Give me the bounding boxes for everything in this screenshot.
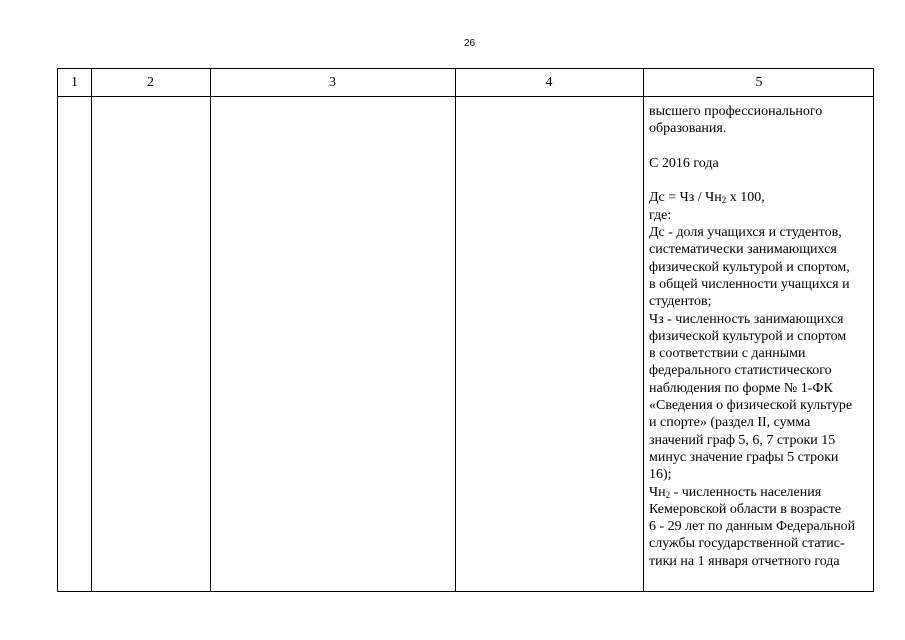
text-line: службы государственной статис-: [649, 536, 845, 552]
column-divider: [91, 69, 92, 591]
text-line: и спорте» (раздел II, сумма: [649, 415, 811, 431]
text-line: Чз - численность занимающихся: [649, 311, 844, 327]
text-line: тики на 1 января отчетного года: [649, 553, 840, 569]
data-table: [57, 68, 874, 592]
text-line: [649, 172, 877, 189]
text-line: систематически занимающихся: [649, 242, 837, 258]
column-divider: [643, 69, 644, 591]
header-col-3: 3: [329, 75, 336, 90]
text-line: физической культурой и спортом,: [649, 259, 850, 275]
text-line: в общей численности учащихся и: [649, 276, 850, 292]
text-line: студентов;: [649, 294, 712, 310]
text-line: $Чн_2$ - численность населения: [649, 484, 822, 500]
text-line: физической культурой и спортом: [649, 328, 847, 344]
text-line: Кемеровской области в возрасте: [649, 501, 842, 517]
column-divider: [210, 69, 211, 591]
page-number: 26: [463, 38, 476, 49]
text-line: федерального статистического: [649, 363, 832, 379]
text-line: высшего профессионального: [649, 104, 823, 119]
text-line: значений граф 5, 6, 7 строки 15: [649, 432, 836, 448]
header-col-1: 1: [71, 75, 78, 90]
text-line: наблюдения по форме № 1-ФК: [649, 380, 833, 396]
column-5-text: [649, 103, 877, 570]
text-line: Дс - доля учащихся и студентов,: [649, 225, 842, 241]
text-line: [649, 138, 877, 155]
header-col-4: 4: [545, 75, 553, 90]
text-line: образования.: [649, 121, 727, 137]
text-line: где:: [649, 207, 672, 223]
header-divider: [58, 96, 873, 97]
text-line: в соответствии с данными: [649, 346, 806, 362]
text-line: С 2016 года: [649, 155, 719, 171]
text-line: минус значение графы 5 строки: [649, 449, 839, 465]
header-col-5: 5: [755, 75, 763, 90]
column-divider: [455, 69, 456, 591]
text-line: 16);: [649, 467, 672, 483]
header-col-2: 2: [147, 75, 154, 90]
text-line: Дс = Чз / $Чн_2$ х 100,: [649, 190, 765, 206]
text-line: «Сведения о физической культуре: [649, 398, 853, 414]
text-line: 6 - 29 лет по данным Федеральной: [649, 519, 856, 535]
